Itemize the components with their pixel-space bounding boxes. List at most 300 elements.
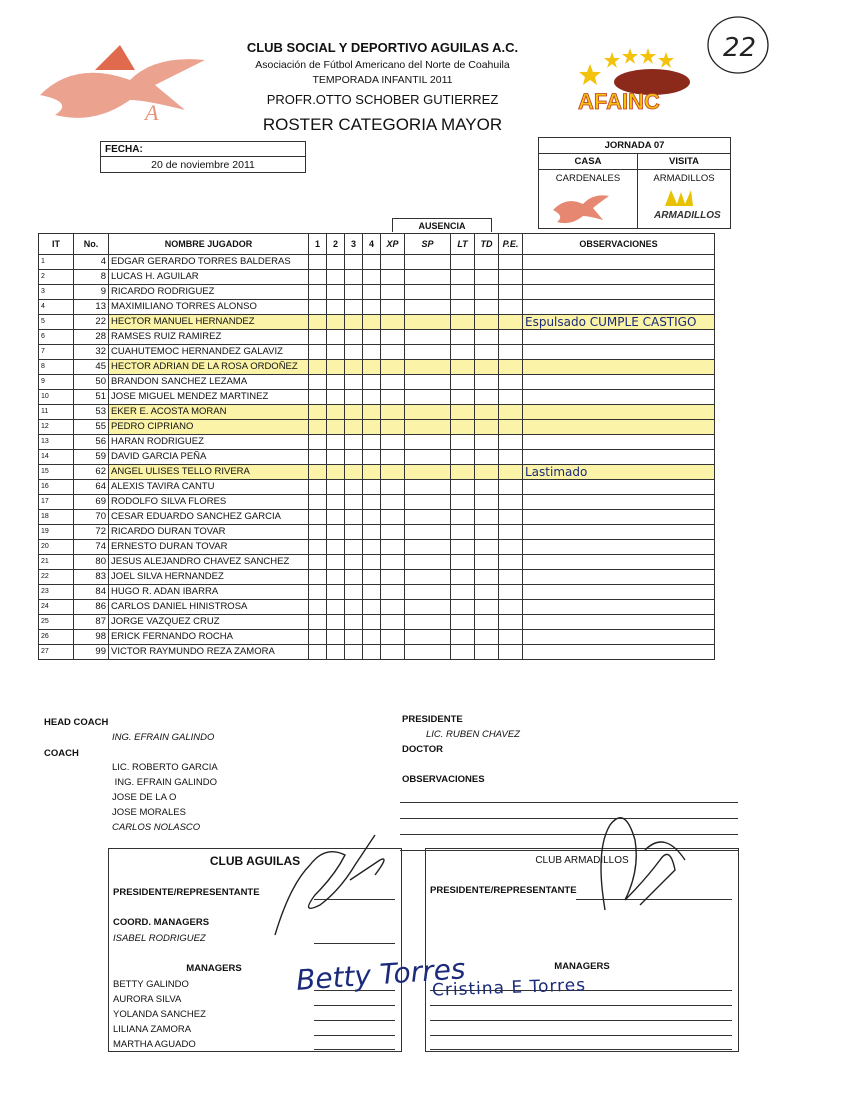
row-td	[475, 645, 499, 660]
row-pe	[499, 585, 523, 600]
row-q2	[327, 465, 345, 480]
row-player-name: ANGEL ULISES TELLO RIVERA	[109, 465, 309, 480]
row-sp	[405, 630, 451, 645]
row-number: 50	[74, 375, 109, 390]
row-number: 8	[74, 270, 109, 285]
row-q1	[309, 570, 327, 585]
row-q2	[327, 570, 345, 585]
row-sp	[405, 585, 451, 600]
row-lt	[451, 555, 475, 570]
row-q4	[363, 435, 381, 450]
row-it: 26	[39, 630, 74, 645]
row-number: 72	[74, 525, 109, 540]
roster-row	[39, 315, 715, 330]
row-lt	[451, 405, 475, 420]
row-observaciones	[523, 585, 715, 600]
row-q1	[309, 510, 327, 525]
row-q1	[309, 585, 327, 600]
row-td	[475, 525, 499, 540]
association-name: Asociación de Fútbol Americano del Norte de Coahuila	[255, 59, 510, 71]
row-q3	[345, 645, 363, 660]
row-sp	[405, 435, 451, 450]
row-player-name: JESUS ALEJANDRO CHAVEZ SANCHEZ	[109, 555, 309, 570]
row-td	[475, 255, 499, 270]
row-it: 10	[39, 390, 74, 405]
afainc-logo-text: AFAINC	[578, 89, 660, 114]
row-number: 51	[74, 390, 109, 405]
ausencia-header: AUSENCIA	[392, 218, 492, 232]
row-q3	[345, 585, 363, 600]
row-q2	[327, 330, 345, 345]
aguilas-president-signature	[265, 825, 400, 945]
row-q4	[363, 420, 381, 435]
row-it: 19	[39, 525, 74, 540]
row-td	[475, 360, 499, 375]
row-lt	[451, 285, 475, 300]
row-xp	[381, 300, 405, 315]
row-q4	[363, 510, 381, 525]
row-xp	[381, 330, 405, 345]
observaciones-label: OBSERVACIONES	[402, 774, 485, 785]
row-xp	[381, 420, 405, 435]
row-q4	[363, 600, 381, 615]
armadillos-manager-signature: Cristina E Torres	[431, 975, 587, 1001]
row-it: 5	[39, 315, 74, 330]
roster-row	[39, 510, 715, 525]
row-sp	[405, 345, 451, 360]
coach-name: LIC. ROBERTO GARCIA	[112, 762, 218, 773]
visita-team: ARMADILLOS	[653, 173, 715, 184]
row-td	[475, 390, 499, 405]
row-sp	[405, 330, 451, 345]
row-q2	[327, 540, 345, 555]
aguilas-manager-signature: Betty Torres	[295, 952, 467, 997]
casa-label: CASA	[574, 156, 602, 167]
row-lt	[451, 570, 475, 585]
row-lt	[451, 615, 475, 630]
row-player-name: HECTOR MANUEL HERNANDEZ	[109, 315, 309, 330]
row-lt	[451, 270, 475, 285]
row-q2	[327, 435, 345, 450]
row-q2	[327, 375, 345, 390]
row-player-name: JOEL SILVA HERNANDEZ	[109, 570, 309, 585]
col-observaciones: OBSERVACIONES	[523, 234, 715, 255]
row-q1	[309, 390, 327, 405]
row-td	[475, 285, 499, 300]
row-pe	[499, 255, 523, 270]
row-observaciones	[523, 285, 715, 300]
row-q4	[363, 525, 381, 540]
row-q1	[309, 525, 327, 540]
roster-row	[39, 600, 715, 615]
row-it: 20	[39, 540, 74, 555]
row-xp	[381, 630, 405, 645]
row-pe	[499, 330, 523, 345]
row-player-name: DAVID GARCIA PEÑA	[109, 450, 309, 465]
roster-row	[39, 330, 715, 345]
row-q3	[345, 255, 363, 270]
row-lt	[451, 540, 475, 555]
row-player-name: HUGO R. ADAN IBARRA	[109, 585, 309, 600]
teacher-name: PROFR.OTTO SCHOBER GUTIERREZ	[266, 92, 499, 107]
row-pe	[499, 375, 523, 390]
row-q4	[363, 405, 381, 420]
row-td	[475, 630, 499, 645]
row-q2	[327, 300, 345, 315]
fecha-box	[100, 141, 306, 173]
row-q3	[345, 495, 363, 510]
row-lt	[451, 465, 475, 480]
row-q2	[327, 255, 345, 270]
aguilas-pres-label: PRESIDENTE/REPRESENTANTE	[113, 887, 260, 898]
head-coach-label: HEAD COACH	[44, 717, 109, 728]
row-observaciones	[523, 360, 715, 375]
row-xp	[381, 390, 405, 405]
aguilas-manager: BETTY GALINDO	[113, 979, 189, 990]
row-number: 86	[74, 600, 109, 615]
row-it: 8	[39, 360, 74, 375]
row-q3	[345, 615, 363, 630]
aguilas-coord-label: COORD. MANAGERS	[113, 917, 210, 928]
row-player-name: HECTOR ADRIAN DE LA ROSA ORDOÑEZ	[109, 360, 309, 375]
row-player-name: ALEXIS TAVIRA CANTU	[109, 480, 309, 495]
row-observaciones	[523, 390, 715, 405]
row-pe	[499, 615, 523, 630]
row-observaciones	[523, 435, 715, 450]
row-lt	[451, 630, 475, 645]
row-td	[475, 300, 499, 315]
row-q4	[363, 450, 381, 465]
col-q1: 1	[309, 234, 327, 255]
row-q4	[363, 555, 381, 570]
row-pe	[499, 630, 523, 645]
aguilas-manager: AURORA SILVA	[113, 994, 182, 1005]
afainc-logo	[572, 44, 712, 119]
aguilas-coord-name: ISABEL RODRIGUEZ	[113, 933, 206, 944]
row-lt	[451, 345, 475, 360]
row-it: 25	[39, 615, 74, 630]
row-td	[475, 615, 499, 630]
row-xp	[381, 450, 405, 465]
row-player-name: JOSE MIGUEL MENDEZ MARTINEZ	[109, 390, 309, 405]
row-td	[475, 315, 499, 330]
row-it: 18	[39, 510, 74, 525]
row-player-name: RAMSES RUIZ RAMIREZ	[109, 330, 309, 345]
row-q1	[309, 480, 327, 495]
row-number: 53	[74, 405, 109, 420]
row-q2	[327, 630, 345, 645]
row-sp	[405, 405, 451, 420]
row-q4	[363, 255, 381, 270]
row-td	[475, 405, 499, 420]
row-xp	[381, 495, 405, 510]
armadillos-logo	[651, 186, 721, 224]
row-q2	[327, 525, 345, 540]
row-lt	[451, 375, 475, 390]
row-xp	[381, 375, 405, 390]
row-number: 98	[74, 630, 109, 645]
row-player-name: RICARDO RODRIGUEZ	[109, 285, 309, 300]
row-pe	[499, 480, 523, 495]
row-lt	[451, 360, 475, 375]
season: TEMPORADA INFANTIL 2011	[312, 74, 453, 86]
row-number: 99	[74, 645, 109, 660]
row-q2	[327, 450, 345, 465]
row-it: 21	[39, 555, 74, 570]
row-sp	[405, 450, 451, 465]
row-lt	[451, 495, 475, 510]
row-sp	[405, 480, 451, 495]
row-player-name: HARAN RODRIGUEZ	[109, 435, 309, 450]
row-sp	[405, 555, 451, 570]
row-observaciones	[523, 300, 715, 315]
row-number: 45	[74, 360, 109, 375]
row-pe	[499, 405, 523, 420]
row-pe	[499, 435, 523, 450]
visita-label: VISITA	[669, 156, 699, 167]
row-number: 22	[74, 315, 109, 330]
col-it: IT	[39, 234, 74, 255]
row-q3	[345, 375, 363, 390]
roster-row	[39, 555, 715, 570]
row-sp	[405, 255, 451, 270]
row-sp	[405, 315, 451, 330]
row-lt	[451, 420, 475, 435]
col-no: No.	[74, 234, 109, 255]
row-q1	[309, 450, 327, 465]
row-q1	[309, 630, 327, 645]
row-q4	[363, 465, 381, 480]
col-lt: LT	[451, 234, 475, 255]
row-q3	[345, 465, 363, 480]
aguilas-manager: YOLANDA SANCHEZ	[113, 1009, 206, 1020]
row-it: 2	[39, 270, 74, 285]
row-observaciones	[523, 555, 715, 570]
row-q2	[327, 645, 345, 660]
row-q2	[327, 480, 345, 495]
roster-row	[39, 270, 715, 285]
row-q3	[345, 270, 363, 285]
row-td	[475, 330, 499, 345]
row-q3	[345, 480, 363, 495]
row-td	[475, 345, 499, 360]
row-sp	[405, 465, 451, 480]
row-q2	[327, 420, 345, 435]
row-observaciones	[523, 405, 715, 420]
row-td	[475, 480, 499, 495]
row-q1	[309, 495, 327, 510]
aguilas-manager: MARTHA AGUADO	[113, 1039, 196, 1050]
row-q4	[363, 360, 381, 375]
row-player-name: CESAR EDUARDO SANCHEZ GARCIA	[109, 510, 309, 525]
roster-row	[39, 420, 715, 435]
aguilas-manager: LILIANA ZAMORA	[113, 1024, 192, 1035]
coach-name: JOSE DE LA O	[112, 792, 177, 803]
row-td	[475, 420, 499, 435]
row-it: 7	[39, 345, 74, 360]
handwritten-number-circle	[705, 14, 771, 76]
row-q3	[345, 630, 363, 645]
row-number: 80	[74, 555, 109, 570]
row-q3	[345, 435, 363, 450]
row-q3	[345, 405, 363, 420]
row-xp	[381, 540, 405, 555]
row-number: 13	[74, 300, 109, 315]
row-xp	[381, 570, 405, 585]
row-observaciones	[523, 645, 715, 660]
row-q4	[363, 645, 381, 660]
row-player-name: JORGE VAZQUEZ CRUZ	[109, 615, 309, 630]
row-q2	[327, 345, 345, 360]
row-pe	[499, 540, 523, 555]
row-q2	[327, 510, 345, 525]
row-q4	[363, 315, 381, 330]
row-pe	[499, 600, 523, 615]
row-observaciones	[523, 450, 715, 465]
coach-name: ING. EFRAIN GALINDO	[112, 777, 218, 788]
row-q1	[309, 360, 327, 375]
row-pe	[499, 525, 523, 540]
roster-row	[39, 615, 715, 630]
roster-row	[39, 570, 715, 585]
row-player-name: ERNESTO DURAN TOVAR	[109, 540, 309, 555]
row-observaciones	[523, 525, 715, 540]
row-q1	[309, 375, 327, 390]
row-xp	[381, 465, 405, 480]
row-sp	[405, 390, 451, 405]
row-q4	[363, 615, 381, 630]
row-it: 16	[39, 480, 74, 495]
row-q2	[327, 390, 345, 405]
row-q4	[363, 330, 381, 345]
row-q1	[309, 270, 327, 285]
row-player-name: PEDRO CIPRIANO	[109, 420, 309, 435]
row-td	[475, 570, 499, 585]
row-xp	[381, 555, 405, 570]
casa-team: CARDENALES	[555, 173, 621, 184]
row-it: 13	[39, 435, 74, 450]
row-q3	[345, 330, 363, 345]
row-it: 9	[39, 375, 74, 390]
roster-row	[39, 540, 715, 555]
row-lt	[451, 315, 475, 330]
row-pe	[499, 510, 523, 525]
roster-row	[39, 345, 715, 360]
row-q1	[309, 345, 327, 360]
row-player-name: BRANDON SANCHEZ LEZAMA	[109, 375, 309, 390]
row-pe	[499, 420, 523, 435]
row-it: 23	[39, 585, 74, 600]
row-it: 3	[39, 285, 74, 300]
row-xp	[381, 525, 405, 540]
roster-table	[38, 233, 715, 660]
row-it: 24	[39, 600, 74, 615]
row-number: 59	[74, 450, 109, 465]
row-observaciones	[523, 330, 715, 345]
row-player-name: RODOLFO SILVA FLORES	[109, 495, 309, 510]
row-q4	[363, 540, 381, 555]
row-td	[475, 375, 499, 390]
row-sp	[405, 285, 451, 300]
row-q3	[345, 315, 363, 330]
row-player-name: MAXIMILIANO TORRES ALONSO	[109, 300, 309, 315]
row-sp	[405, 360, 451, 375]
roster-row	[39, 435, 715, 450]
row-td	[475, 540, 499, 555]
jornada-box	[538, 137, 731, 229]
row-pe	[499, 285, 523, 300]
row-q2	[327, 615, 345, 630]
row-number: 74	[74, 540, 109, 555]
row-q4	[363, 375, 381, 390]
row-q4	[363, 300, 381, 315]
row-xp	[381, 270, 405, 285]
row-q3	[345, 525, 363, 540]
aguilas-title: CLUB AGUILAS	[209, 854, 301, 868]
row-q3	[345, 600, 363, 615]
row-q3	[345, 540, 363, 555]
club-name: CLUB SOCIAL Y DEPORTIVO AGUILAS A.C.	[246, 40, 519, 55]
row-lt	[451, 480, 475, 495]
row-q1	[309, 405, 327, 420]
row-lt	[451, 330, 475, 345]
col-q3: 3	[345, 234, 363, 255]
row-sp	[405, 525, 451, 540]
row-observaciones: Espulsado CUMPLE CASTIGO	[523, 315, 715, 330]
coach-name: JOSE MORALES	[112, 807, 186, 818]
row-it: 17	[39, 495, 74, 510]
row-pe	[499, 315, 523, 330]
row-sp	[405, 600, 451, 615]
row-player-name: EKER E. ACOSTA MORAN	[109, 405, 309, 420]
row-q1	[309, 315, 327, 330]
row-q2	[327, 600, 345, 615]
row-observaciones	[523, 270, 715, 285]
row-xp	[381, 645, 405, 660]
row-observaciones	[523, 420, 715, 435]
row-xp	[381, 600, 405, 615]
row-sp	[405, 645, 451, 660]
row-q4	[363, 630, 381, 645]
row-q4	[363, 585, 381, 600]
col-q4: 4	[363, 234, 381, 255]
row-player-name: CARLOS DANIEL HINISTROSA	[109, 600, 309, 615]
roster-row	[39, 390, 715, 405]
row-sp	[405, 615, 451, 630]
row-td	[475, 510, 499, 525]
row-number: 55	[74, 420, 109, 435]
row-pe	[499, 555, 523, 570]
row-pe	[499, 345, 523, 360]
row-q1	[309, 600, 327, 615]
row-it: 4	[39, 300, 74, 315]
row-q2	[327, 405, 345, 420]
coach-label: COACH	[44, 748, 79, 759]
col-xp: XP	[381, 234, 405, 255]
row-number: 56	[74, 435, 109, 450]
row-number: 4	[74, 255, 109, 270]
row-q2	[327, 315, 345, 330]
fecha-value: 20 de noviembre 2011	[151, 159, 255, 171]
row-observaciones	[523, 600, 715, 615]
row-q2	[327, 270, 345, 285]
row-q1	[309, 285, 327, 300]
roster-row	[39, 255, 715, 270]
row-xp	[381, 480, 405, 495]
row-q1	[309, 555, 327, 570]
row-q3	[345, 450, 363, 465]
row-pe	[499, 495, 523, 510]
